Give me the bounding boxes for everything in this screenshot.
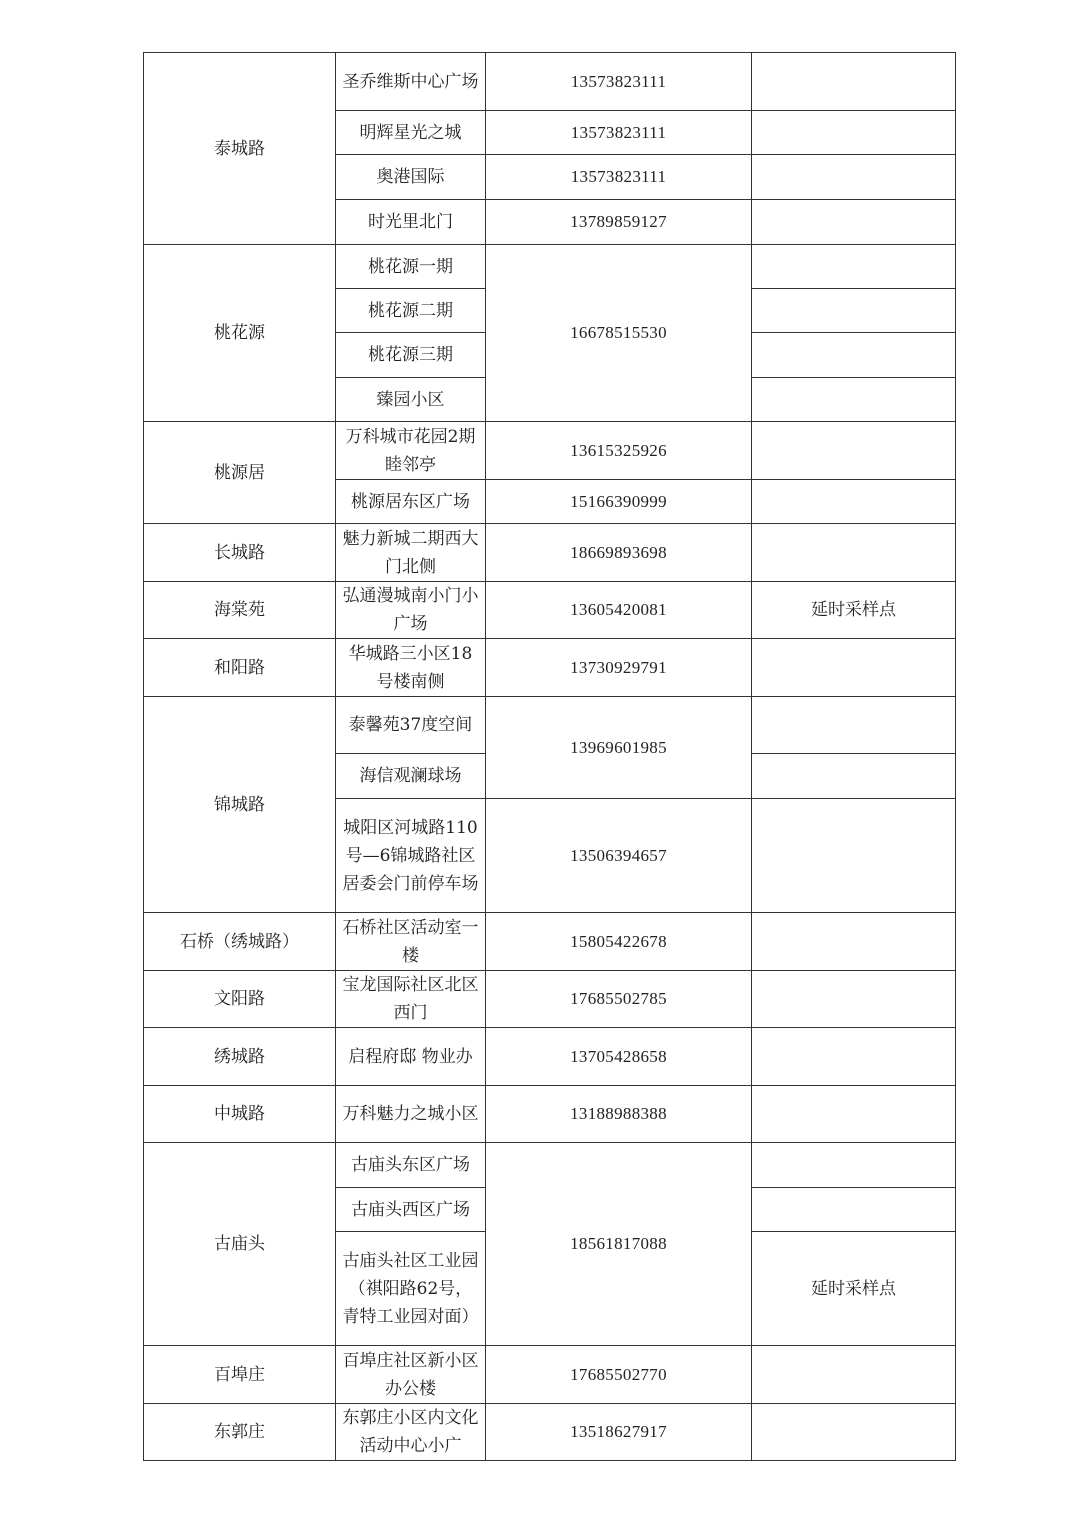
address-cell: 万科魅力之城小区 <box>336 1086 486 1143</box>
community-cell: 东郭庄 <box>144 1404 336 1461</box>
address-cell: 奥港国际 <box>336 155 486 200</box>
address-cell: 桃花源一期 <box>336 245 486 289</box>
note-cell <box>752 333 956 378</box>
phone-cell: 16678515530 <box>486 245 752 422</box>
address-cell: 宝龙国际社区北区西门 <box>336 971 486 1028</box>
phone-cell: 13789859127 <box>486 200 752 245</box>
table-row <box>144 422 956 480</box>
sampling-sites-table <box>143 52 956 1461</box>
phone-cell: 13573823111 <box>486 53 752 111</box>
community-cell: 百埠庄 <box>144 1346 336 1404</box>
note-cell <box>752 697 956 754</box>
table-row <box>144 913 956 971</box>
phone-cell: 15166390999 <box>486 480 752 524</box>
table-row <box>144 1346 956 1404</box>
table-row <box>144 971 956 1028</box>
phone-cell: 18669893698 <box>486 524 752 582</box>
address-cell: 古庙头西区广场 <box>336 1188 486 1232</box>
phone-cell: 13188988388 <box>486 1086 752 1143</box>
community-cell: 泰城路 <box>144 53 336 245</box>
community-cell: 古庙头 <box>144 1143 336 1346</box>
note-cell <box>752 480 956 524</box>
address-cell: 万科城市花园2期睦邻亭 <box>336 422 486 480</box>
phone-cell: 13730929791 <box>486 639 752 697</box>
community-cell: 海棠苑 <box>144 582 336 639</box>
address-cell: 百埠庄社区新小区办公楼 <box>336 1346 486 1404</box>
community-cell: 绣城路 <box>144 1028 336 1086</box>
phone-cell: 13573823111 <box>486 111 752 155</box>
note-cell <box>752 913 956 971</box>
address-cell: 古庙头东区广场 <box>336 1143 486 1188</box>
address-cell: 古庙头社区工业园（祺阳路62号，青特工业园对面） <box>336 1232 486 1346</box>
note-cell <box>752 1404 956 1461</box>
phone-cell: 17685502770 <box>486 1346 752 1404</box>
table-row <box>144 53 956 111</box>
table-row <box>144 524 956 582</box>
address-cell: 华城路三小区18号楼南侧 <box>336 639 486 697</box>
address-cell: 泰馨苑37度空间 <box>336 697 486 754</box>
address-cell: 桃花源三期 <box>336 333 486 378</box>
note-cell <box>752 378 956 422</box>
address-cell: 海信观澜球场 <box>336 754 486 799</box>
note-cell <box>752 971 956 1028</box>
address-cell: 城阳区河城路110号—6锦城路社区居委会门前停车场 <box>336 799 486 913</box>
table-row <box>144 1143 956 1188</box>
community-cell: 和阳路 <box>144 639 336 697</box>
address-cell: 圣乔维斯中心广场 <box>336 53 486 111</box>
table-row <box>144 697 956 754</box>
note-cell <box>752 200 956 245</box>
address-cell: 时光里北门 <box>336 200 486 245</box>
community-cell: 桃源居 <box>144 422 336 524</box>
community-cell: 桃花源 <box>144 245 336 422</box>
address-cell: 启程府邸 物业办 <box>336 1028 486 1086</box>
address-cell: 桃源居东区广场 <box>336 480 486 524</box>
address-cell: 臻园小区 <box>336 378 486 422</box>
note-cell <box>752 799 956 913</box>
table-row <box>144 1086 956 1143</box>
note-cell: 延时采样点 <box>752 582 956 639</box>
phone-cell: 13705428658 <box>486 1028 752 1086</box>
table-row <box>144 245 956 289</box>
note-cell <box>752 53 956 111</box>
note-cell <box>752 422 956 480</box>
note-cell <box>752 1143 956 1188</box>
note-cell <box>752 245 956 289</box>
phone-cell: 13615325926 <box>486 422 752 480</box>
community-cell: 中城路 <box>144 1086 336 1143</box>
phone-cell: 15805422678 <box>486 913 752 971</box>
address-cell: 石桥社区活动室一楼 <box>336 913 486 971</box>
address-cell: 魅力新城二期西大门北侧 <box>336 524 486 582</box>
phone-cell: 18561817088 <box>486 1143 752 1346</box>
phone-cell: 13573823111 <box>486 155 752 200</box>
table-row <box>144 1028 956 1086</box>
note-cell <box>752 639 956 697</box>
phone-cell: 13605420081 <box>486 582 752 639</box>
table-row <box>144 639 956 697</box>
note-cell <box>752 155 956 200</box>
table-row <box>144 1404 956 1461</box>
note-cell <box>752 754 956 799</box>
note-cell <box>752 1346 956 1404</box>
address-cell: 桃花源二期 <box>336 289 486 333</box>
note-cell: 延时采样点 <box>752 1232 956 1346</box>
phone-cell: 13518627917 <box>486 1404 752 1461</box>
note-cell <box>752 1028 956 1086</box>
address-cell: 弘通漫城南小门小广场 <box>336 582 486 639</box>
phone-cell: 17685502785 <box>486 971 752 1028</box>
community-cell: 长城路 <box>144 524 336 582</box>
community-cell: 石桥（绣城路） <box>144 913 336 971</box>
note-cell <box>752 1188 956 1232</box>
note-cell <box>752 289 956 333</box>
community-cell: 锦城路 <box>144 697 336 913</box>
note-cell <box>752 524 956 582</box>
phone-cell: 13969601985 <box>486 697 752 799</box>
address-cell: 明辉星光之城 <box>336 111 486 155</box>
table-row <box>144 582 956 639</box>
phone-cell: 13506394657 <box>486 799 752 913</box>
note-cell <box>752 1086 956 1143</box>
document-page <box>143 52 956 1461</box>
note-cell <box>752 111 956 155</box>
community-cell: 文阳路 <box>144 971 336 1028</box>
address-cell: 东郭庄小区内文化活动中心小广 <box>336 1404 486 1461</box>
